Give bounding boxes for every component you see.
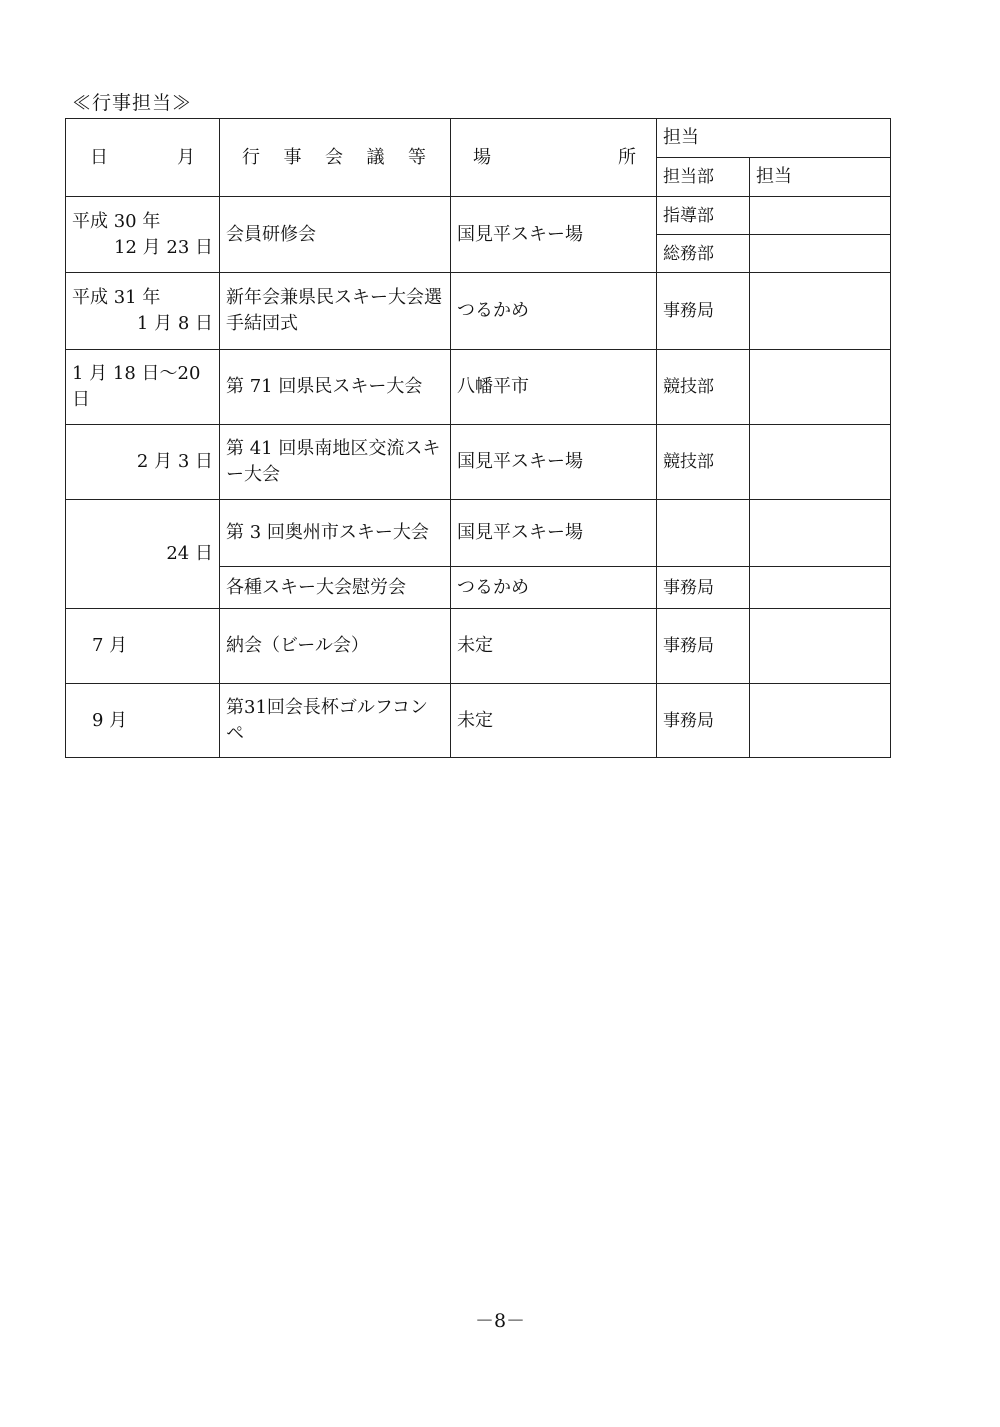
table-row [66, 197, 891, 235]
header-row [66, 119, 891, 158]
header-place-char: 場 [473, 146, 491, 168]
dept-cell: 指導部 [657, 197, 750, 235]
date-line: 1 月 8 日 [136, 313, 213, 334]
date-line: 12 月 23 日 [114, 236, 213, 258]
person-cell [750, 425, 891, 500]
dept-cell: 総務部 [657, 235, 750, 273]
header-date-char: 月 [177, 146, 195, 168]
header-event-char: 等 [408, 146, 426, 168]
event-cell: 第 3 回奥州市スキー大会 [220, 500, 451, 567]
header-tantou: 担当 [657, 119, 891, 158]
place-cell: つるかめ [451, 273, 657, 350]
event-schedule-table [65, 118, 891, 758]
date-cell: 7 月 [66, 609, 220, 684]
date-cell: 9 月 [66, 684, 220, 758]
header-event-char: 行 [242, 146, 260, 168]
place-cell: 未定 [451, 609, 657, 684]
event-cell: 納会（ビール会） [220, 609, 451, 684]
place-cell: 国見平スキー場 [451, 500, 657, 567]
event-cell: 会員研修会 [220, 197, 451, 273]
table-row [66, 273, 891, 350]
date-cell: 24 日 [66, 500, 220, 609]
header-event-char: 事 [283, 146, 302, 168]
dept-cell: 事務局 [657, 567, 750, 609]
dept-cell: 競技部 [657, 350, 750, 425]
dept-cell: 事務局 [657, 273, 750, 350]
page-number: －8－ [474, 1310, 526, 1332]
header-event-char: 会 [325, 146, 343, 168]
date-line: 平成 31 年 [72, 287, 161, 308]
place-cell: 未定 [451, 684, 657, 758]
place-cell: 八幡平市 [451, 350, 657, 425]
event-cell: 第 71 回県民スキー大会 [220, 350, 451, 425]
event-cell: 第31回会長杯ゴルフコンペ [220, 684, 451, 758]
date-cell: 2 月 3 日 [66, 425, 220, 500]
section-heading: ≪行事担当≫ [72, 92, 193, 114]
header-place [451, 119, 657, 197]
header-person: 担当 [750, 158, 891, 197]
person-cell [750, 500, 891, 567]
event-cell: 新年会兼県民スキー大会選手結団式 [220, 273, 451, 350]
person-cell [750, 567, 891, 609]
header-date [66, 119, 220, 197]
table-row [66, 500, 891, 567]
dept-cell: 事務局 [657, 684, 750, 758]
header-event-char: 議 [366, 146, 385, 168]
header-event [220, 119, 451, 197]
table-row [66, 609, 891, 684]
place-cell: 国見平スキー場 [451, 197, 657, 273]
dept-cell [657, 500, 750, 567]
table-row [66, 350, 891, 425]
table-row [66, 425, 891, 500]
header-dept: 担当部 [657, 158, 750, 197]
person-cell [750, 273, 891, 350]
header-place-char: 所 [618, 146, 636, 168]
date-cell [66, 197, 220, 273]
place-cell: つるかめ [451, 567, 657, 609]
dept-cell: 競技部 [657, 425, 750, 500]
person-cell [750, 235, 891, 273]
date-cell [66, 273, 220, 350]
date-line: 平成 30 年 [72, 210, 161, 232]
event-cell: 第 41 回県南地区交流スキー大会 [220, 425, 451, 500]
person-cell [750, 684, 891, 758]
person-cell [750, 197, 891, 235]
table-row [66, 684, 891, 758]
dept-cell: 事務局 [657, 609, 750, 684]
date-cell: 1 月 18 日～20 日 [66, 350, 220, 425]
place-cell: 国見平スキー場 [451, 425, 657, 500]
header-date-char: 日 [90, 146, 108, 168]
person-cell [750, 609, 891, 684]
event-cell: 各種スキー大会慰労会 [220, 567, 451, 609]
person-cell [750, 350, 891, 425]
